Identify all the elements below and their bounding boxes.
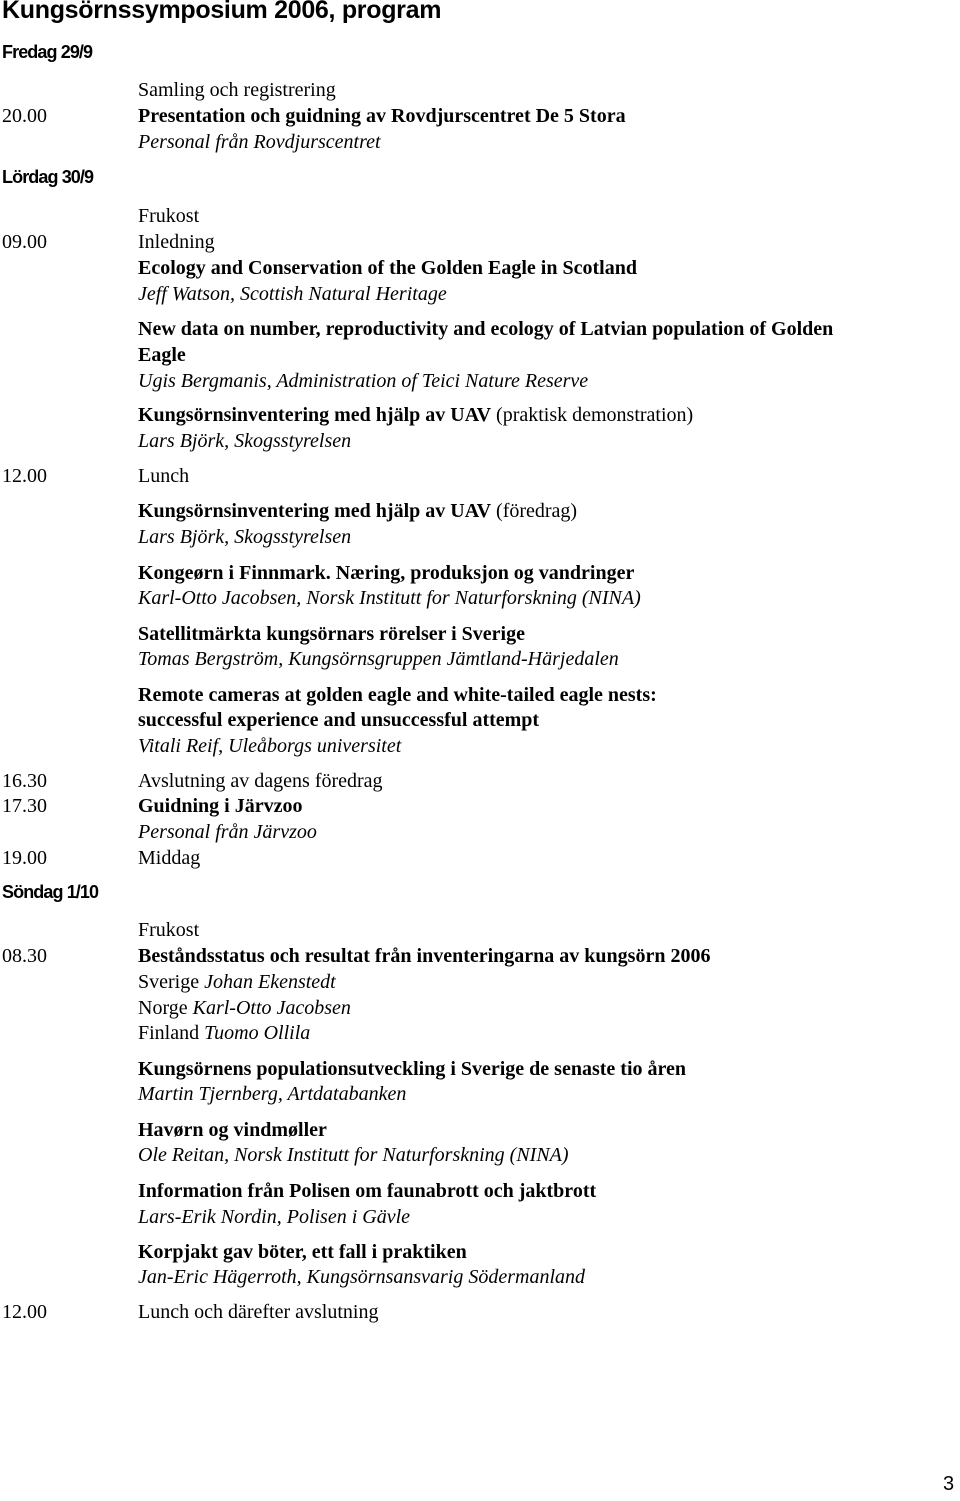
talk-title: Ecology and Conservation of the Golden Eagle in Scotland xyxy=(138,257,637,279)
talk-title: Information från Polisen om faunabrott och jaktbrott xyxy=(138,1180,597,1202)
talk-title: Satellitmärkta kungsörnars rörelser i Sverige xyxy=(138,623,525,645)
page-title: Kungsörnssymposium 2006, program xyxy=(2,0,442,24)
country-report xyxy=(138,1022,310,1045)
talk-title: Beståndsstatus och resultat från inventeringarna av kungsörn 2006 xyxy=(138,945,711,967)
page-number: 3 xyxy=(943,1473,955,1495)
time-label: 20.00 xyxy=(2,105,47,127)
talk-speaker: Karl-Otto Jacobsen, Norsk Institutt for Naturforskning (NINA) xyxy=(138,587,641,609)
talk-title-line xyxy=(138,500,577,523)
day-heading-saturday: Lördag 30/9 xyxy=(2,167,94,187)
talk-speaker: Ugis Bergmanis, Administration of Teici Nature Reserve xyxy=(138,370,589,392)
day-heading-sunday: Söndag 1/10 xyxy=(2,882,99,902)
talk-speaker: Lars Björk, Skogsstyrelsen xyxy=(138,430,352,452)
talk-speaker: Lars Björk, Skogsstyrelsen xyxy=(138,526,352,548)
talk-speaker: Martin Tjernberg, Artdatabanken xyxy=(138,1083,407,1105)
talk-title: New data on number, reproductivity and ecology of Latvian population of Golden xyxy=(138,318,834,340)
friday-presentation-speaker: Personal från Rovdjurscentret xyxy=(138,131,381,153)
sunday-breakfast: Frukost xyxy=(138,919,200,941)
talk-title-continued: successful experience and unsuccessful attempt xyxy=(138,709,540,731)
talk-title: Korpjakt gav böter, ett fall i praktiken xyxy=(138,1241,467,1263)
time-label: 12.00 xyxy=(2,465,47,487)
country-name: Finland xyxy=(138,1022,200,1044)
saturday-closing: Avslutning av dagens föredrag xyxy=(138,770,383,792)
time-label: 08.30 xyxy=(2,945,47,967)
talk-title: Kungsörnens populationsutveckling i Sverige de senaste tio åren xyxy=(138,1058,687,1080)
country-name: Sverige xyxy=(138,971,200,993)
time-label: 16.30 xyxy=(2,770,47,792)
talk-note: (praktisk demonstration) xyxy=(491,404,694,426)
country-report xyxy=(138,997,351,1020)
talk-title: Kongeørn i Finnmark. Næring, produksjon og vandringer xyxy=(138,562,635,584)
talk-title: Havørn og vindmøller xyxy=(138,1119,327,1141)
talk-speaker: Ole Reitan, Norsk Institutt for Naturforskning (NINA) xyxy=(138,1144,569,1166)
saturday-guided-tour: Guidning i Järvzoo xyxy=(138,795,303,817)
talk-speaker: Tomas Bergström, Kungsörnsgruppen Jämtland-Härjedalen xyxy=(138,648,619,670)
talk-title: Remote cameras at golden eagle and white-tailed eagle nests: xyxy=(138,684,657,706)
talk-speaker: Personal från Järvzoo xyxy=(138,821,317,843)
talk-speaker: Jan-Eric Hägerroth, Kungsörnsansvarig Södermanland xyxy=(138,1266,586,1288)
time-label: 19.00 xyxy=(2,847,47,869)
saturday-intro: Inledning xyxy=(138,231,215,253)
talk-speaker: Lars-Erik Nordin, Polisen i Gävle xyxy=(138,1206,411,1228)
talk-speaker: Vitali Reif, Uleåborgs universitet xyxy=(138,735,402,757)
friday-registration: Samling och registrering xyxy=(138,79,336,101)
sunday-final: Lunch och därefter avslutning xyxy=(138,1301,379,1323)
talk-title-line xyxy=(138,404,693,427)
time-label: 09.00 xyxy=(2,231,47,253)
saturday-lunch: Lunch xyxy=(138,465,190,487)
saturday-breakfast: Frukost xyxy=(138,205,200,227)
country-speaker: Tuomo Ollila xyxy=(204,1022,311,1044)
time-label: 12.00 xyxy=(2,1301,47,1323)
talk-note: (föredrag) xyxy=(491,500,578,522)
country-speaker: Johan Ekenstedt xyxy=(204,971,336,993)
talk-speaker: Jeff Watson, Scottish Natural Heritage xyxy=(138,283,447,305)
talk-title-continued: Eagle xyxy=(138,344,186,366)
country-speaker: Karl-Otto Jacobsen xyxy=(192,997,351,1019)
country-name: Norge xyxy=(138,997,188,1019)
friday-presentation-title: Presentation och guidning av Rovdjurscentret De 5 Stora xyxy=(138,105,626,127)
country-report xyxy=(138,971,336,994)
saturday-dinner: Middag xyxy=(138,847,201,869)
time-label: 17.30 xyxy=(2,795,47,817)
talk-title: Kungsörnsinventering med hjälp av UAV xyxy=(138,404,492,426)
day-heading-friday: Fredag 29/9 xyxy=(2,42,93,62)
talk-title: Kungsörnsinventering med hjälp av UAV xyxy=(138,500,492,522)
